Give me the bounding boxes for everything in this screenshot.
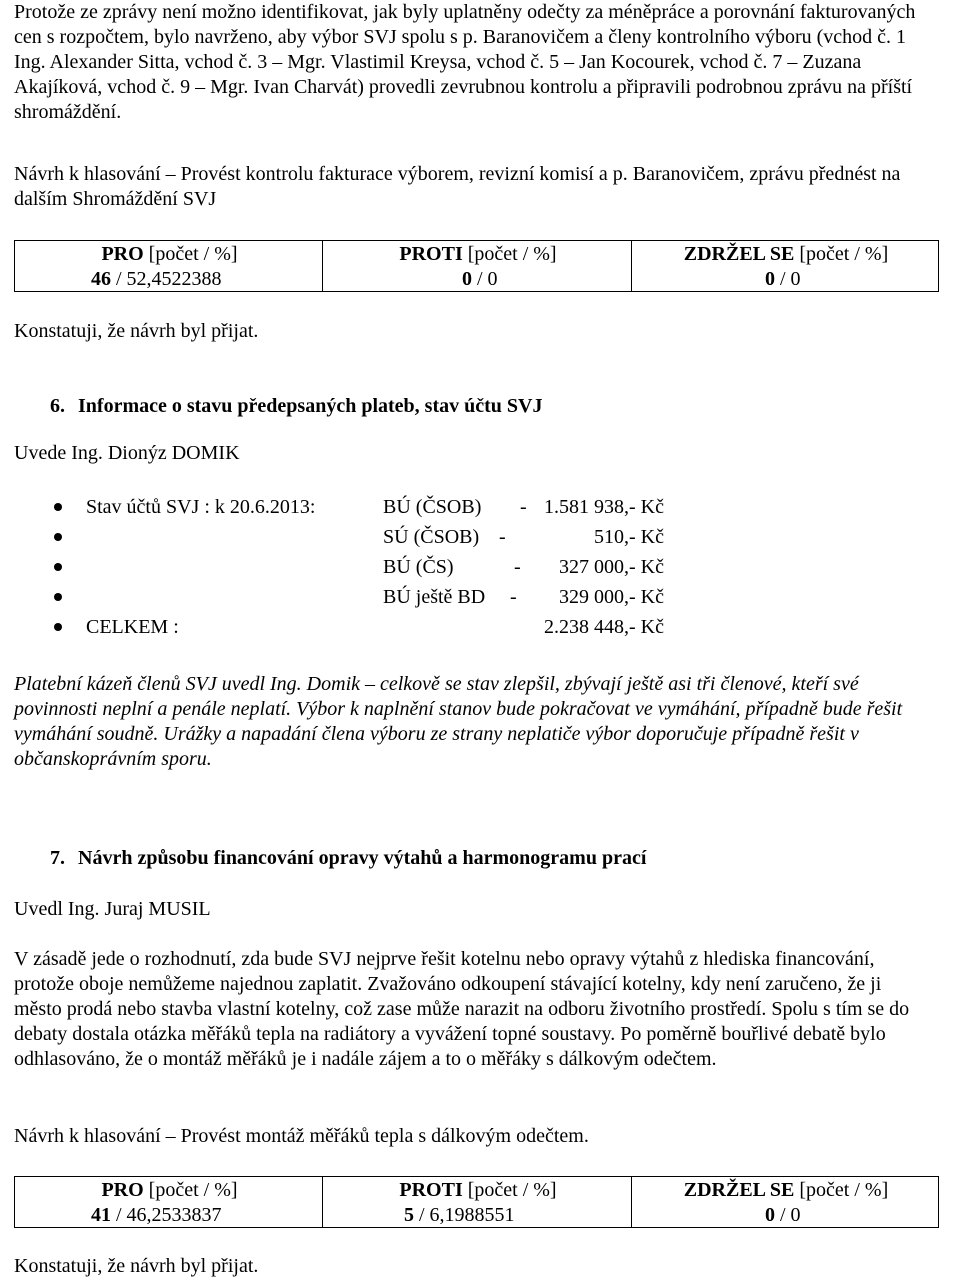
bullet-icon xyxy=(54,593,62,601)
vote1-header-pro: PRO [počet / %] xyxy=(15,241,323,267)
intro-paragraph: Protože ze zprávy není možno identifikovat, jak byly uplatněny odečty za méněpráce a porovnání fakturovaných cen s rozpočtem, bylo navrženo, aby výbor SVJ spolu s p. Baranovičem a členy kontrolního výboru (vchod č. 1 Ing. Alexander Sitta, vchod č. 3 – Mgr. Vlastimil Kreysa, vchod č. 5 – Jan Kocourek, vchod č. 7 – Zuzana Akajíková, vchod č. 9 – Mgr. Ivan Charvát) provedli zevrubnou kontrolu a připravili podrobnou zprávu na příští shromáždění. xyxy=(14,1,916,123)
section7-number: 7. xyxy=(50,847,65,869)
account-dash: - xyxy=(514,556,521,578)
account-label: Stav účtů SVJ : k 20.6.2013: xyxy=(86,496,316,518)
account-label: CELKEM : xyxy=(86,616,179,638)
account-name: SÚ (ČSOB) xyxy=(383,526,480,548)
vote2-value-zdrzel: 0 / 0 xyxy=(632,1202,939,1228)
vote1-proposal: Návrh k hlasování – Provést kontrolu fakturace výborem, revizní komisí a p. Baranovičem, zprávu přednést na dalším Shromáždění SVJ xyxy=(14,163,901,210)
account-name: BÚ ještě BD xyxy=(383,586,486,608)
account-dash: - xyxy=(499,526,506,548)
vote1-header-proti: PROTI [počet / %] xyxy=(323,241,632,267)
bullet-icon xyxy=(54,503,62,511)
section6-number: 6. xyxy=(50,395,65,417)
section7-heading xyxy=(14,846,646,871)
vote2-header-row xyxy=(15,1177,939,1203)
section7-paragraph: V zásadě jede o rozhodnutí, zda bude SVJ nejprve řešit kotelnu nebo opravy výtahů z hlediska financování, protože oboje nemůžeme najednou zaplatit. Zvažováno odkoupení stávající kotelny, kdy není zaručeno, že ji město prodá nebo stavba vlastní kotelny, což zase může narazit na odboru životního prostředí. Spolu s tím se do debaty dostala otázka měřáků tepla na radiátory a vyvážení topné soustavy. Po poměrně bouřlivé debatě bylo odhlasováno, že o montáž měřáků je i nadále zájem a to o měřáky s dálkovým odečtem. xyxy=(14,948,910,1070)
section7-presenter: Uvedl Ing. Juraj MUSIL xyxy=(14,898,211,920)
account-amount: 510,- Kč xyxy=(594,526,664,548)
section6-heading xyxy=(14,394,542,419)
account-dash: - xyxy=(510,586,517,608)
payment-discipline-note: Platební kázeň členů SVJ uvedl Ing. Domik – celkově se stav zlepšil, zbývají ještě asi tři členové, kteří své povinnosti neplní a penále neplatí. Výbor k naplnění stanov bude pokračovat ve vymáhání, případně bude řešit vymáhání soudně. Urážky a napadání člena výboru ze strany neplatiče výbor doporučuje případně řešit v občanskoprávním sporu. xyxy=(14,673,903,770)
account-amount: 1.581 938,- Kč xyxy=(544,496,664,518)
account-item xyxy=(14,612,950,642)
bullet-icon xyxy=(54,563,62,571)
account-name: BÚ (ČSOB) xyxy=(383,496,482,518)
vote1-table xyxy=(14,240,939,292)
vote2-values-row xyxy=(15,1202,939,1228)
account-list xyxy=(14,492,950,642)
account-dash: - xyxy=(520,496,527,518)
bullet-icon xyxy=(54,533,62,541)
vote1-header-row xyxy=(15,241,939,267)
vote2-header-pro: PRO [počet / %] xyxy=(15,1177,323,1203)
vote2-proposal: Návrh k hlasování – Provést montáž měřáků tepla s dálkovým odečtem. xyxy=(14,1125,589,1147)
account-amount: 329 000,- Kč xyxy=(559,586,664,608)
vote2-value-pro: 41 / 46,2533837 xyxy=(15,1202,323,1228)
account-amount: 327 000,- Kč xyxy=(559,556,664,578)
vote2-header-zdrzel: ZDRŽEL SE [počet / %] xyxy=(632,1177,939,1203)
account-item xyxy=(14,492,950,522)
vote2-result: Konstatuji, že návrh byl přijat. xyxy=(14,1255,259,1277)
account-name: BÚ (ČS) xyxy=(383,556,454,578)
section6-title: Informace o stavu předepsaných plateb, stav účtu SVJ xyxy=(78,395,543,417)
vote1-result: Konstatuji, že návrh byl přijat. xyxy=(14,320,259,342)
account-amount: 2.238 448,- Kč xyxy=(544,616,664,638)
vote2-table xyxy=(14,1176,939,1228)
vote1-value-zdrzel: 0 / 0 xyxy=(632,266,939,292)
section7-title: Návrh způsobu financování opravy výtahů a harmonogramu prací xyxy=(78,847,647,869)
section6-presenter: Uvede Ing. Dionýz DOMIK xyxy=(14,442,240,464)
vote2-header-proti: PROTI [počet / %] xyxy=(323,1177,632,1203)
vote1-value-pro: 46 / 52,4522388 xyxy=(15,266,323,292)
account-item xyxy=(14,552,950,582)
vote1-value-proti: 0 / 0 xyxy=(323,266,632,292)
vote1-values-row xyxy=(15,266,939,292)
vote1-header-zdrzel: ZDRŽEL SE [počet / %] xyxy=(632,241,939,267)
vote2-value-proti: 5 / 6,1988551 xyxy=(323,1202,632,1228)
account-item xyxy=(14,582,950,612)
account-item xyxy=(14,522,950,552)
bullet-icon xyxy=(54,623,62,631)
